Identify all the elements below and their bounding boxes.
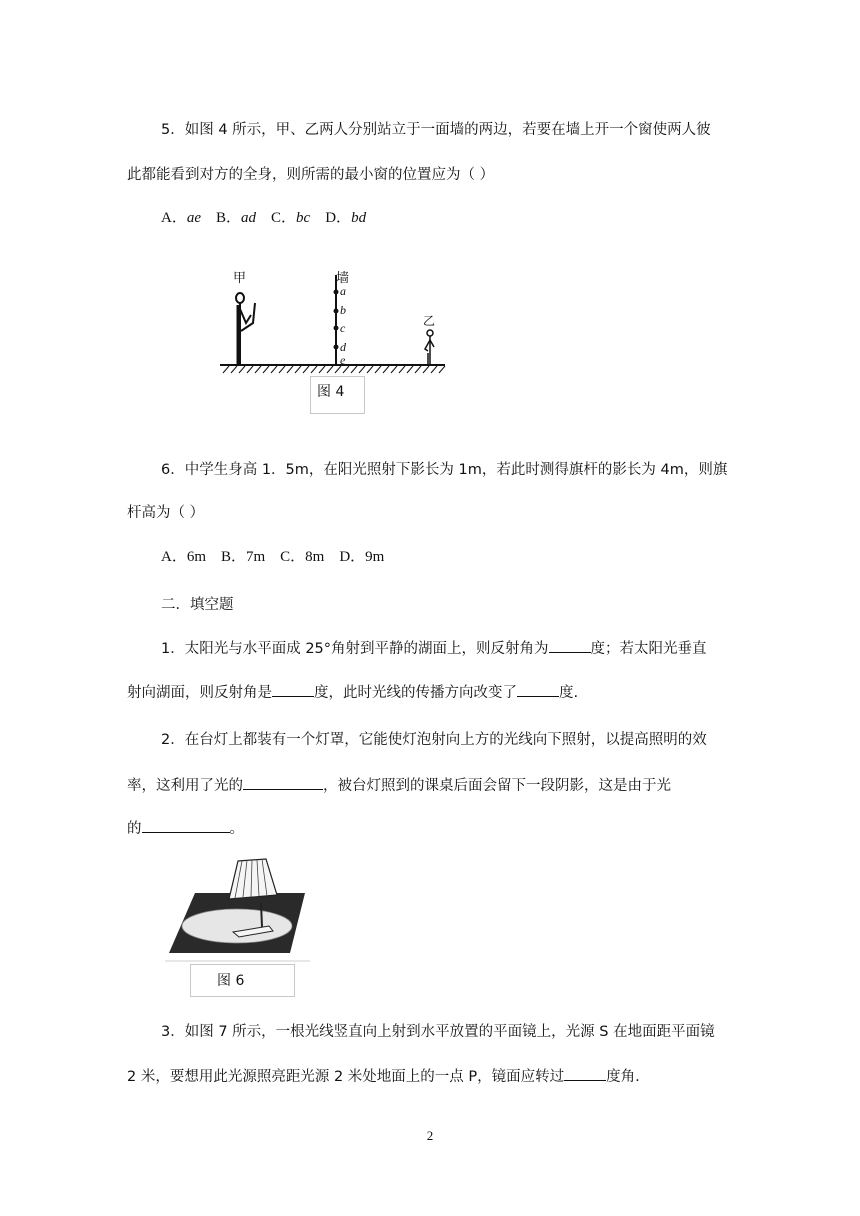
light-pool [182, 909, 292, 943]
f2-blank-1[interactable] [243, 775, 323, 790]
f3-blank-1[interactable] [564, 1066, 606, 1081]
f2-text-4: 。 [229, 821, 244, 837]
q5-option-b: B．ad [216, 210, 257, 226]
f1-text-4: 度，此时光线的传播方向改变了 [314, 685, 517, 701]
f1-text-2: 度；若太阳光垂直 [590, 641, 707, 657]
person-b-label: 乙 [423, 314, 436, 328]
page-number: 2 [426, 1128, 434, 1143]
f3-line1: 3．如图 7 所示，一根光线竖直向上射到水平放置的平面镜上，光源 S 在地面距平面镜 [161, 1024, 715, 1040]
f1-text-3: 射向湖面，则反射角是 [127, 685, 272, 701]
wall-label: 墙 [336, 271, 350, 286]
figure-4-caption-text: 图 4 [317, 384, 345, 400]
figure-6 [165, 855, 310, 965]
section-title: 二．填空题 [161, 597, 234, 613]
q5-option-d: D．bd [325, 210, 367, 226]
f2-text-3: 的 [127, 821, 142, 837]
f1-blank-1[interactable] [549, 638, 591, 653]
person-a [236, 293, 255, 364]
f2-line3 [127, 818, 244, 839]
ground-hatching [223, 366, 445, 373]
figure-6-caption-text: 图 6 [217, 973, 245, 989]
f1-blank-2[interactable] [272, 682, 314, 697]
lamp-pole [261, 903, 262, 927]
point-b-label: b [340, 303, 346, 317]
f2-line2 [127, 775, 671, 796]
figure-6-caption [190, 964, 295, 997]
f1-text-5: 度. [559, 685, 579, 701]
q5-line1: 5．如图 4 所示，甲、乙两人分别站立于一面墙的两边，若要在墙上开一个窗使两人彼 [161, 122, 711, 138]
q5-option-c: C．bc [271, 210, 311, 226]
f3-text-1: 2 米，要想用此光源照亮距光源 2 米处地面上的一点 P，镜面应转过 [127, 1069, 565, 1085]
q6-line2: 杆高为（ ） [127, 505, 205, 521]
f2-blank-2[interactable] [142, 818, 230, 833]
q5-options [161, 208, 366, 228]
point-e-label: e [340, 353, 346, 367]
person-b [425, 330, 434, 364]
f1-blank-3[interactable] [517, 682, 559, 697]
f1-line1 [161, 638, 707, 659]
f2-text-2: ，被台灯照到的课桌后面会留下一段阴影，这是由于光 [323, 778, 671, 794]
figure-4 [215, 265, 450, 375]
f2-text-1: 率，这利用了光的 [127, 778, 243, 794]
point-d-label: d [340, 340, 346, 354]
person-a-label: 甲 [233, 271, 247, 286]
f2-line1: 2．在台灯上都装有一个灯罩，它能使灯泡射向上方的光线向下照射，以提高照明的效 [161, 732, 707, 748]
q5-line2: 此都能看到对方的全身，则所需的最小窗的位置应为（ ） [127, 167, 495, 183]
q6-options: A．6m B．7m C．8m D．9m [161, 549, 385, 565]
q6-line1: 6．中学生身高 1．5m，在阳光照射下影长为 1m，若此时测得旗杆的影长为 4m，则旗 [161, 462, 728, 478]
point-a-label: a [340, 284, 346, 298]
point-c-label: c [340, 321, 346, 335]
f3-line2 [127, 1066, 640, 1087]
f1-text-1: 1．太阳光与水平面成 25°角射到平静的湖面上，则反射角为 [161, 641, 549, 657]
f3-text-2: 度角. [606, 1069, 640, 1085]
figure-4-caption [310, 376, 365, 414]
f1-line2 [127, 682, 578, 703]
q5-option-a: A．ae [161, 210, 202, 226]
